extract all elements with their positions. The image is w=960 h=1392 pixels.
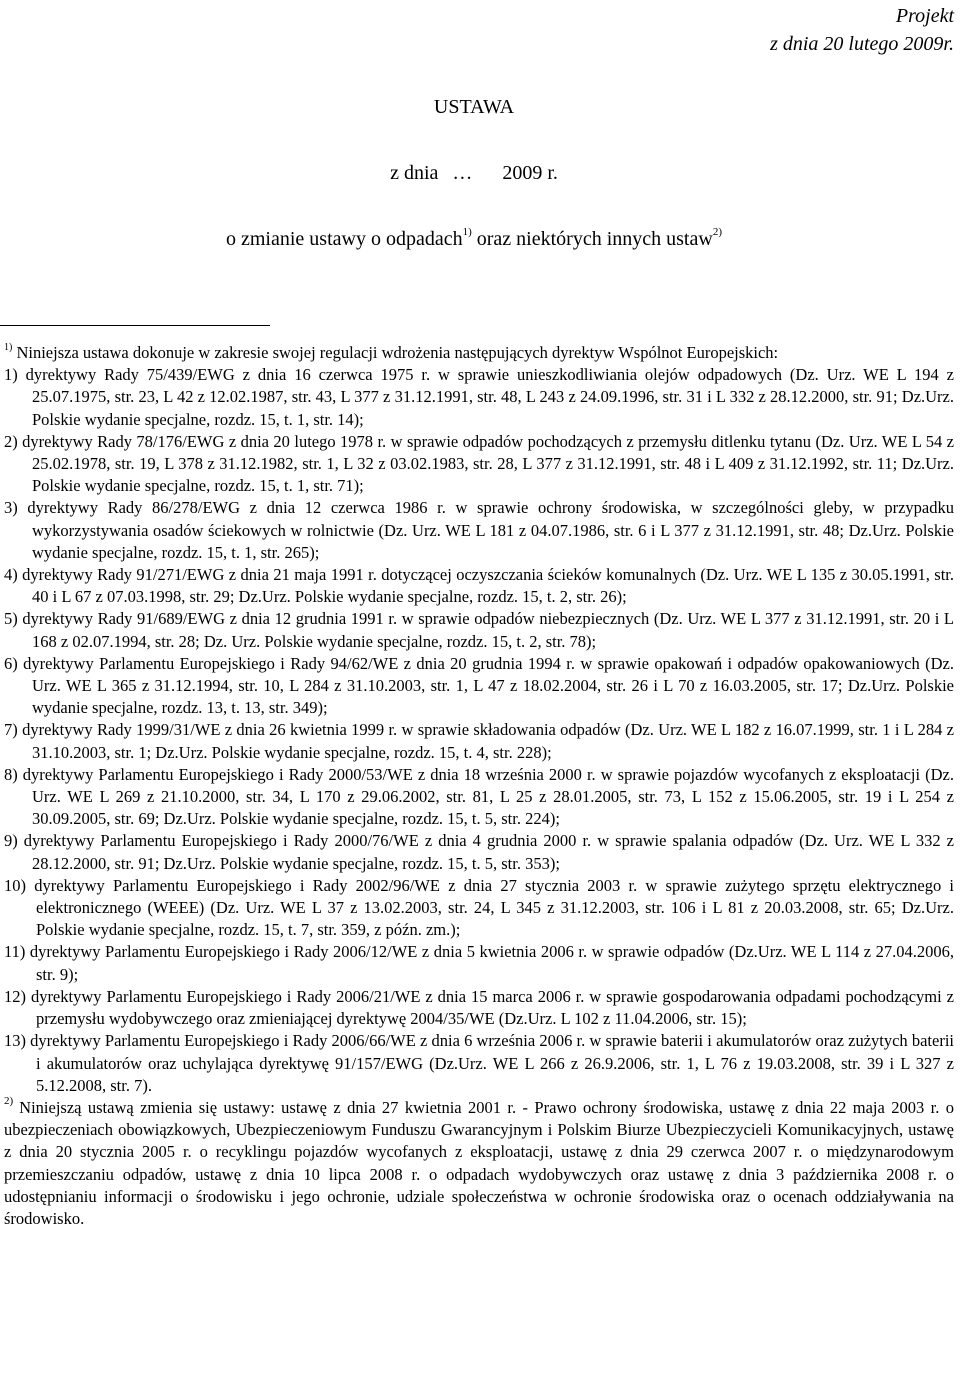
directive-item-10: 10) dyrektywy Parlamentu Europejskiego i Rady 2002/96/WE z dnia 27 stycznia 2003 r. w sprawie zużytego sprzętu elektrycznego i elektronicznego (WEEE) (Dz. Urz. WE L 37 z 13.02.2003, str. 24, L 345 z 31.12.2003, str. 106 i L 81 z 20.03.2008, str. 65; Dz.Urz. Polskie wydanie specjalne, rozdz. 15, t. 7, str. 359, z późn. zm.); <box>4 875 954 940</box>
directive-item-6: 6) dyrektywy Parlamentu Europejskiego i Rady 94/62/WE z dnia 20 grudnia 1994 r. w sprawie opakowań i odpadów opakowaniowych (Dz. Urz. WE L 365 z 31.12.1994, str. 10, L 284 z 31.10.2003, str. 1, L 47 z 18.02.2004, str. 26 i L 70 z 16.03.2005, str. 17; Dz.Urz. Polskie wydanie specjalne, rozdz. 13, t. 13, str. 349); <box>4 653 954 718</box>
act-date-prefix: z dnia <box>390 162 439 184</box>
act-date <box>0 162 954 185</box>
draft-header <box>770 2 954 58</box>
directive-item-8: 8) dyrektywy Parlamentu Europejskiego i Rady 2000/53/WE z dnia 18 września 2000 r. w sprawie pojazdów wycofanych z eksploatacji (Dz. Urz. WE L 269 z 21.10.2000, str. 34, L 170 z 29.06.2002, str. 81, L 25 z 28.01.2005, str. 73, L 152 z 15.06.2005, str. 19 i L 254 z 30.09.2005, str. 69; Dz.Urz. Polskie wydanie specjalne, rozdz. 15, t. 5, str. 224); <box>4 764 954 829</box>
directive-item-12: 12) dyrektywy Parlamentu Europejskiego i Rady 2006/21/WE z dnia 15 marca 2006 r. w sprawie gospodarowania odpadami pochodzącymi z przemysłu wydobywczego oraz zmieniającej dyrektywę 2004/35/WE (Dz.Urz. L 102 z 11.04.2006, str. 15); <box>4 986 954 1029</box>
footnote-1-intro-text: Niniejsza ustawa dokonuje w zakresie swojej regulacji wdrożenia następujących dyrektyw Wspólnot Europejskich: <box>16 343 779 362</box>
directive-item-4: 4) dyrektywy Rady 91/271/EWG z dnia 21 maja 1991 r. dotyczącej oczyszczania ścieków komunalnych (Dz. Urz. WE L 135 z 30.05.1991, str. 40 i L 67 z 07.03.1998, str. 29; Dz.Urz. Polskie wydanie specjalne, rozdz. 15, t. 2, str. 26); <box>4 565 954 607</box>
directive-item-1: 1) dyrektywy Rady 75/439/EWG z dnia 16 czerwca 1975 r. w sprawie unieszkodliwiania olejów odpadowych (Dz. Urz. WE L 194 z 25.07.1975, str. 23, L 42 z 12.02.1987, str. 43, L 377 z 31.12.1991, str. 48, L 243 z 24.09.1996, str. 31 i L 332 z 28.12.2000, str. 91; Dz.Urz. Polskie wydanie specjalne, rozdz. 15, t. 1, str. 14); <box>4 365 954 429</box>
footnote-1-marker: 1) <box>4 341 13 353</box>
act-subject-part-a: o zmianie ustawy o odpadach <box>226 228 463 250</box>
footnote-2-text: Niniejszą ustawą zmienia się ustawy: ustawę z dnia 27 kwietnia 2001 r. - Prawo ochrony środowiska, ustawę z dnia 22 maja 2003 r. o ubezpieczeniach obowiązkowych, Ubezpieczeniowym Funduszu Gwarancyjnym i Polskim Biurze Ubezpieczycieli Komunikacyjnych, ustawę z dnia 20 stycznia 2005 r. o recyklingu pojazdów wycofanych z eksploatacji, ustawę z dnia 29 czerwca 2007 r. o międzynarodowym przemieszczaniu odpadów, ustawę z dnia 10 lipca 2008 r. o odpadach wydobywczych oraz ustawę z dnia 3 października 2008 r. o udostępnianiu informacji o środowisku i jego ochronie, udziale społeczeństwa w ochronie środowiska oraz o ocenach oddziaływania na środowisko. <box>4 1097 954 1228</box>
directive-item-7: 7) dyrektywy Rady 1999/31/WE z dnia 26 kwietnia 1999 r. w sprawie składowania odpadów (Dz. Urz. WE L 182 z 16.07.1999, str. 1 i L 284 z 31.10.2003, str. 1; Dz.Urz. Polskie wydanie specjalne, rozdz. 15, t. 4, str. 228); <box>4 720 954 762</box>
directive-item-11: 11) dyrektywy Parlamentu Europejskiego i Rady 2006/12/WE z dnia 5 kwietnia 2006 r. w sprawie odpadów (Dz.Urz. WE L 114 z 27.04.2006, str. 9); <box>4 942 954 984</box>
act-subject <box>0 228 954 251</box>
directive-item-5: 5) dyrektywy Rady 91/689/EWG z dnia 12 grudnia 1991 r. w sprawie odpadów niebezpiecznych (Dz. Urz. WE L 377 z 31.12.1991, str. 20 i L 168 z 02.07.1994, str. 28; Dz. Urz. Polskie wydanie specjalne, rozdz. 15, t. 2, str. 78); <box>4 609 954 651</box>
footnote-2-marker: 2) <box>4 1095 14 1108</box>
act-date-ellipsis: … <box>452 162 473 184</box>
directive-item-3: 3) dyrektywy Rady 86/278/EWG z dnia 12 czerwca 1986 r. w sprawie ochrony środowiska, w szczególności gleby, w przypadku wykorzystywania osadów ściekowych w rolnictwie (Dz. Urz. WE L 181 z 04.07.1986, str. 6 i L 377 z 31.12.1991, str. 48; Dz.Urz. Polskie wydanie specjalne, rozdz. 15, t. 1, str. 265); <box>4 498 954 562</box>
draft-label: Projekt <box>895 5 954 27</box>
footnote-1-intro <box>4 342 954 364</box>
footnote-separator <box>0 325 270 326</box>
footnote-2 <box>4 1097 954 1230</box>
footnote-ref-2[interactable]: 2) <box>712 226 722 239</box>
footnotes-section <box>4 342 954 1230</box>
directive-item-2: 2) dyrektywy Rady 78/176/EWG z dnia 20 lutego 1978 r. w sprawie odpadów pochodzących z przemysłu ditlenku tytanu (Dz. Urz. WE L 54 z 25.02.1978, str. 19, L 378 z 31.12.1982, str. 1, L 32 z 03.02.1983, str. 28, L 377 z 31.12.1991, str. 48 i L 409 z 31.12.1992, str. 11; Dz.Urz. Polskie wydanie specjalne, rozdz. 15, t. 1, str. 71); <box>4 431 954 496</box>
draft-date: z dnia 20 lutego 2009r. <box>770 33 954 55</box>
act-date-year: 2009 r. <box>502 162 558 184</box>
directive-item-13: 13) dyrektywy Parlamentu Europejskiego i Rady 2006/66/WE z dnia 6 września 2006 r. w sprawie baterii i akumulatorów oraz zużytych baterii i akumulatorów oraz uchylająca dyrektywę 91/157/EWG (Dz.Urz. WE L 266 z 26.9.2006, str. 1, L 76 z 19.03.2008, str. 39 i L 327 z 5.12.2008, str. 7). <box>4 1031 954 1095</box>
footnote-ref-1[interactable]: 1) <box>462 226 472 239</box>
act-subject-part-b: oraz niektórych innych ustaw <box>471 228 713 250</box>
directive-item-9: 9) dyrektywy Parlamentu Europejskiego i Rady 2000/76/WE z dnia 4 grudnia 2000 r. w sprawie spalania odpadów (Dz. Urz. WE L 332 z 28.12.2000, str. 91; Dz.Urz. Polskie wydanie specjalne, rozdz. 15, t. 5, str. 353); <box>4 831 954 873</box>
act-title: USTAWA <box>433 96 515 118</box>
